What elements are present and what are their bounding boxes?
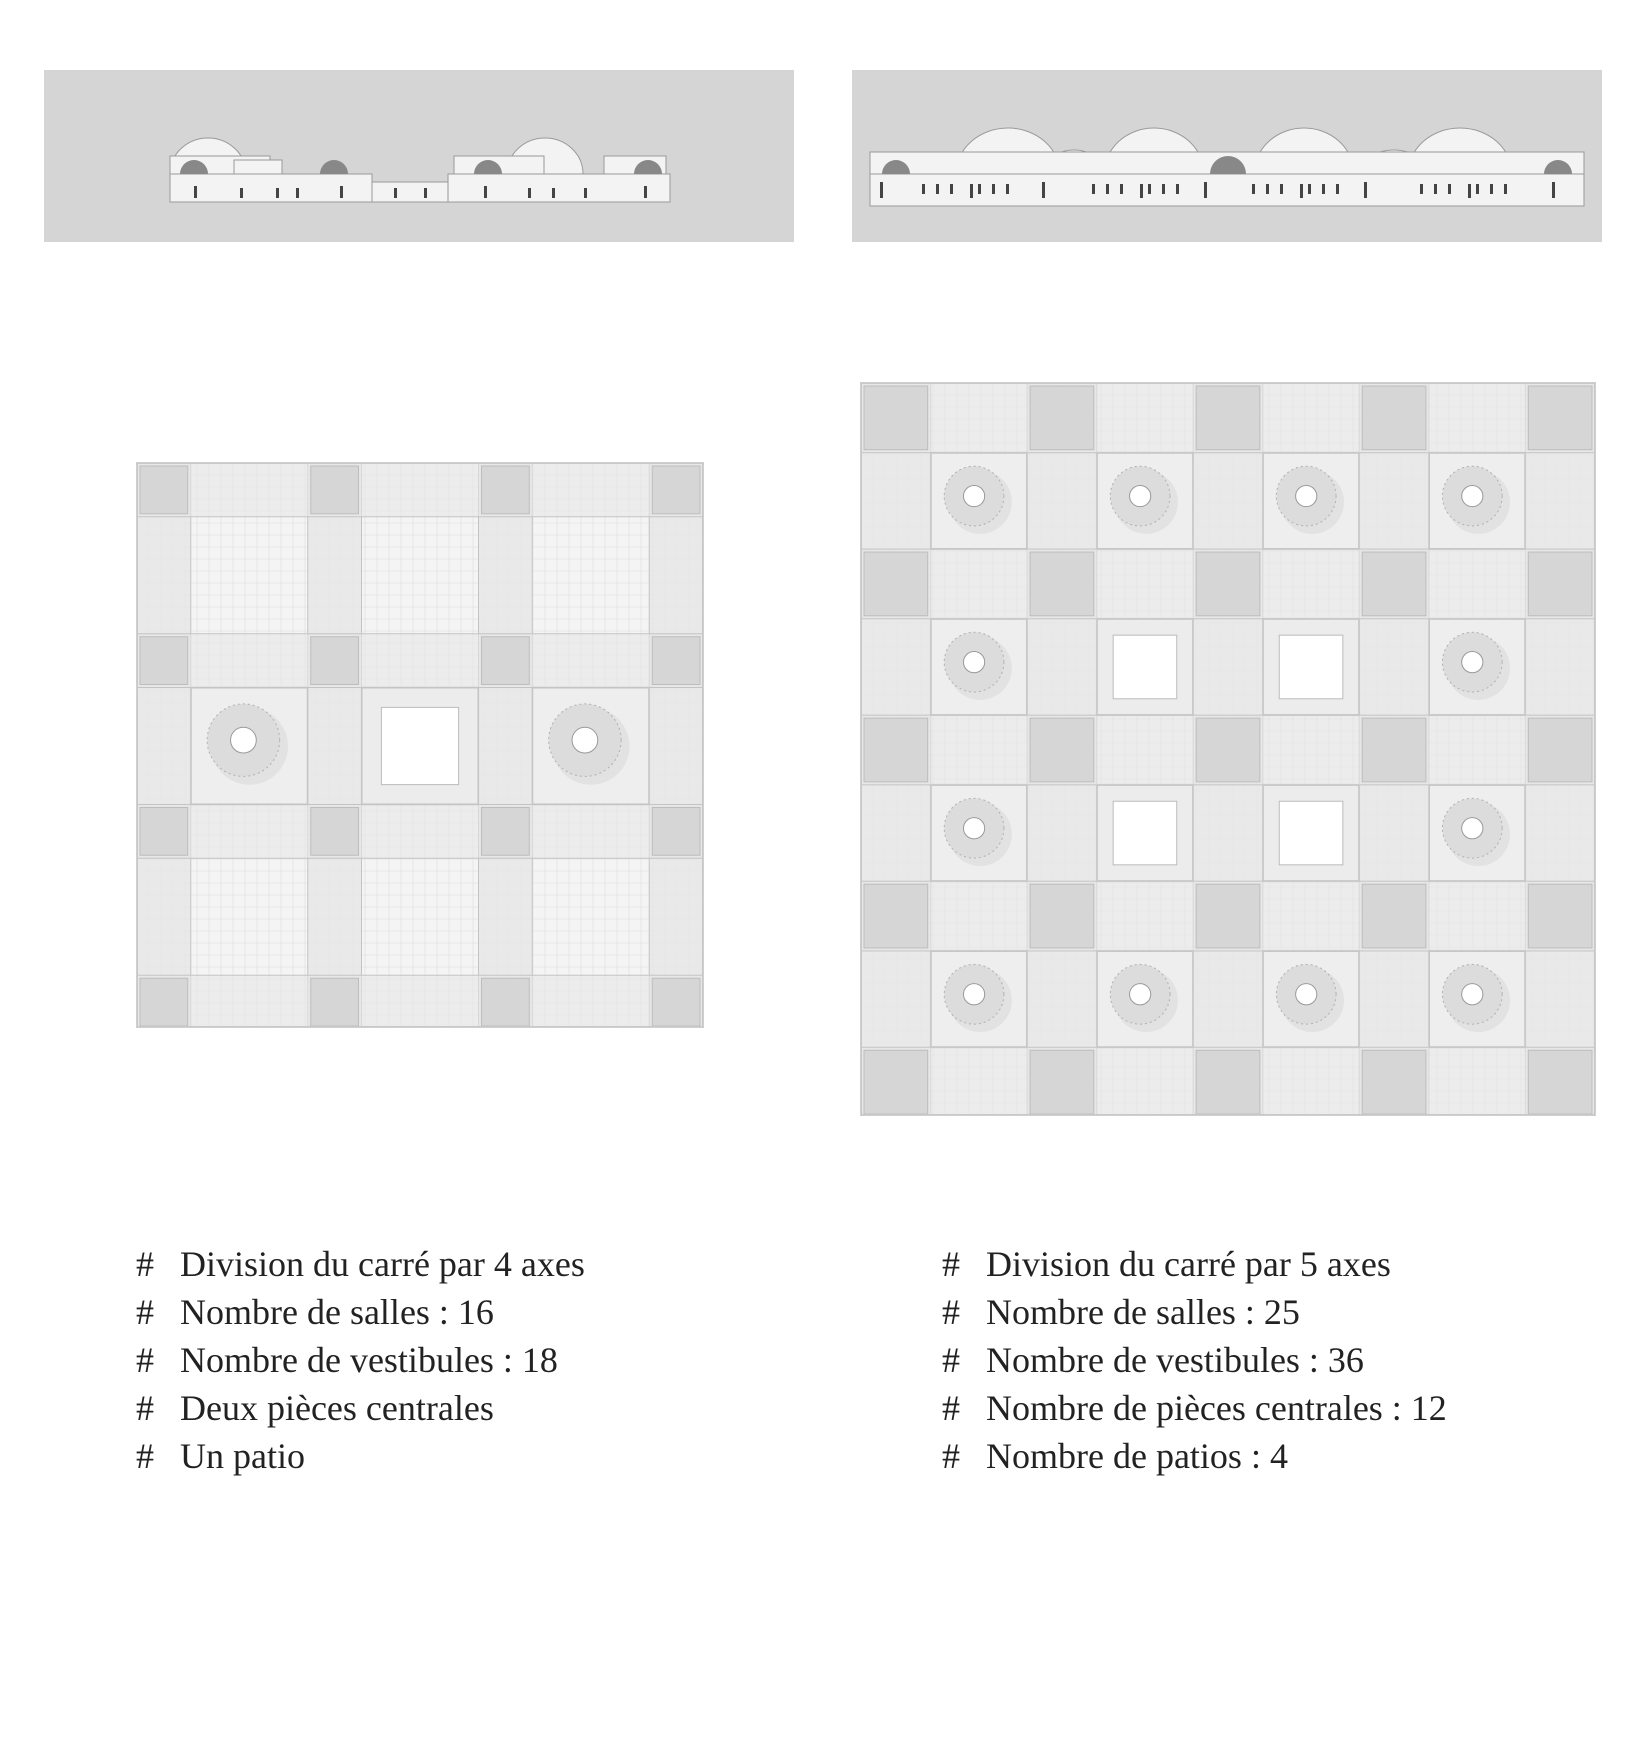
vestibule: [481, 978, 529, 1026]
window: [1266, 184, 1269, 194]
vestibule: [864, 1050, 928, 1114]
vestibule: [1528, 884, 1592, 948]
door: [1364, 182, 1367, 198]
vestibule: [652, 637, 700, 685]
oculus: [231, 727, 257, 753]
window: [1106, 184, 1109, 194]
caption-left: [136, 1240, 585, 1480]
oculus: [1130, 984, 1151, 1005]
oculus: [963, 818, 984, 839]
oculus: [1462, 652, 1483, 673]
window: [1504, 184, 1507, 194]
axis-band-vertical: [308, 463, 362, 1027]
vestibule: [140, 978, 188, 1026]
patio: [1113, 635, 1177, 699]
window: [1280, 184, 1283, 194]
hash-icon: #: [942, 1292, 960, 1332]
window: [1308, 184, 1311, 194]
axis-band-horizontal: [137, 975, 703, 1027]
elevation-left: [44, 70, 794, 242]
caption-right-line-3: # Nombre de vestibules : 36: [942, 1336, 1447, 1384]
oculus: [963, 984, 984, 1005]
vestibule: [140, 807, 188, 855]
vestibule: [140, 637, 188, 685]
caption-left-line-1: # Division du carré par 4 axes: [136, 1240, 585, 1288]
vestibule: [311, 807, 359, 855]
vestibule: [311, 466, 359, 514]
vestibule: [1196, 1050, 1260, 1114]
door: [1204, 182, 1207, 198]
plan-right: [860, 382, 1596, 1116]
window: [1140, 184, 1143, 198]
vestibule: [1362, 884, 1426, 948]
window: [1120, 184, 1123, 194]
vestibule: [1030, 718, 1094, 782]
axis-band-horizontal: [137, 634, 703, 688]
vestibule: [1362, 386, 1426, 450]
vestibule: [1030, 386, 1094, 450]
hash-icon: #: [942, 1244, 960, 1284]
vestibule: [1528, 386, 1592, 450]
elevation-left-wing-2: [448, 174, 670, 202]
hash-icon: #: [136, 1340, 154, 1380]
window: [1420, 184, 1423, 194]
elevation-left-drawing: [44, 70, 794, 242]
vestibule: [1030, 552, 1094, 616]
caption-left-line-4: # Deux pièces centrales: [136, 1384, 585, 1432]
vestibule: [311, 637, 359, 685]
elevation-right-drawing: [852, 70, 1602, 242]
oculus: [1296, 984, 1317, 1005]
hash-icon: #: [942, 1388, 960, 1428]
oculus: [1130, 485, 1151, 506]
patio: [1279, 635, 1343, 699]
vestibule: [864, 552, 928, 616]
caption-right-line-4: # Nombre de pièces centrales : 12: [942, 1384, 1447, 1432]
axis-band-vertical: [478, 463, 532, 1027]
plan-left: [136, 462, 704, 1028]
plan-left-drawing: [137, 463, 703, 1027]
vestibule: [1362, 552, 1426, 616]
caption-right: [942, 1240, 1447, 1480]
axis-band-horizontal: [137, 463, 703, 517]
door: [880, 182, 883, 198]
door: [1042, 182, 1045, 198]
vestibule: [864, 386, 928, 450]
window: [1322, 184, 1325, 194]
vestibule: [1528, 1050, 1592, 1114]
caption-right-line-2: # Nombre de salles : 25: [942, 1288, 1447, 1336]
window: [922, 184, 925, 194]
window: [970, 184, 973, 198]
window: [1162, 184, 1165, 194]
caption-left-line-5: # Un patio: [136, 1432, 585, 1480]
vestibule: [1196, 884, 1260, 948]
vestibule: [1362, 718, 1426, 782]
vestibule: [140, 466, 188, 514]
window: [1448, 184, 1451, 194]
vestibule: [481, 637, 529, 685]
window: [1468, 184, 1471, 198]
vestibule: [1196, 718, 1260, 782]
vestibule: [1030, 1050, 1094, 1114]
elevation-right: [852, 70, 1602, 242]
window: [992, 184, 995, 194]
patio: [1113, 801, 1177, 865]
patio: [381, 707, 458, 784]
vestibule: [481, 466, 529, 514]
window: [1006, 184, 1009, 194]
hash-icon: #: [136, 1436, 154, 1476]
window: [1336, 184, 1339, 194]
axis-band-vertical: [137, 463, 191, 1027]
axis-band-horizontal: [137, 804, 703, 858]
vestibule: [652, 466, 700, 514]
hash-icon: #: [136, 1388, 154, 1428]
plan-right-drawing: [861, 383, 1595, 1115]
window: [1252, 184, 1255, 194]
vestibule: [864, 718, 928, 782]
oculus: [1296, 485, 1317, 506]
vestibule: [1196, 552, 1260, 616]
window: [950, 184, 953, 194]
oculus: [1462, 984, 1483, 1005]
window: [1300, 184, 1303, 198]
window: [1148, 184, 1151, 194]
caption-right-line-5: # Nombre de patios : 4: [942, 1432, 1447, 1480]
window: [978, 184, 981, 194]
window: [936, 184, 939, 194]
vestibule: [864, 884, 928, 948]
patio: [1279, 801, 1343, 865]
oculus: [963, 652, 984, 673]
oculus: [963, 485, 984, 506]
window: [1092, 184, 1095, 194]
vestibule: [481, 807, 529, 855]
vestibule: [1030, 884, 1094, 948]
axis-band-vertical: [649, 463, 703, 1027]
vestibule: [1196, 386, 1260, 450]
door: [1552, 182, 1555, 198]
vestibule: [1362, 1050, 1426, 1114]
vestibule: [1528, 552, 1592, 616]
caption-left-line-3: # Nombre de vestibules : 18: [136, 1336, 585, 1384]
window: [1476, 184, 1479, 194]
window: [1434, 184, 1437, 194]
oculus: [572, 727, 598, 753]
hash-icon: #: [942, 1340, 960, 1380]
hash-icon: #: [942, 1436, 960, 1476]
oculus: [1462, 485, 1483, 506]
window: [1490, 184, 1493, 194]
caption-right-line-1: # Division du carré par 5 axes: [942, 1240, 1447, 1288]
oculus: [1462, 818, 1483, 839]
vestibule: [311, 978, 359, 1026]
vestibule: [652, 807, 700, 855]
window: [1176, 184, 1179, 194]
hash-icon: #: [136, 1244, 154, 1284]
caption-left-line-2: # Nombre de salles : 16: [136, 1288, 585, 1336]
vestibule: [652, 978, 700, 1026]
vestibule: [1528, 718, 1592, 782]
hash-icon: #: [136, 1292, 154, 1332]
